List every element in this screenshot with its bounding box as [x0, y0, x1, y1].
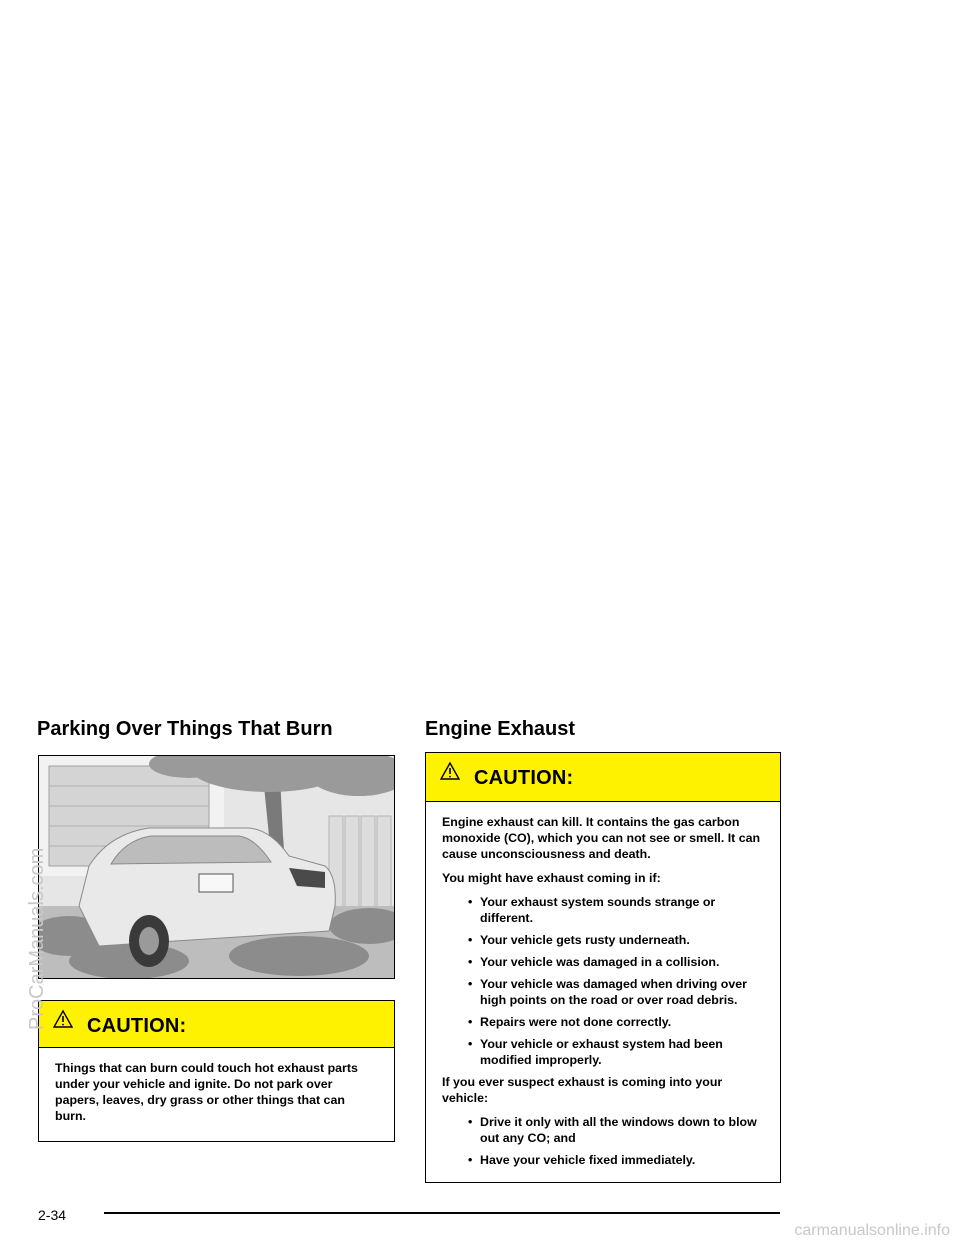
caution-text: Things that can burn could touch hot exhaust parts under your vehicle and ignite. Do not park over papers, leaves, dry grass or other things that can burn.: [55, 1061, 358, 1123]
caution-paragraph: If you ever suspect exhaust is coming into your vehicle:: [442, 1075, 723, 1105]
caution-paragraph: Engine exhaust can kill. It contains the gas carbon monoxide (CO), which you can not see or smell. It can cause unconsciousness and death.: [442, 815, 761, 861]
car-parked-over-leaves-illustration: [38, 755, 395, 979]
caution-header: [39, 1001, 394, 1048]
caution-label: CAUTION:: [87, 1015, 187, 1037]
caution-body: [426, 802, 780, 1168]
warning-triangle-icon: [53, 1009, 73, 1029]
footer-rule: [104, 1212, 780, 1214]
side-watermark: ProCarManuals.com: [26, 847, 48, 1030]
list-item: • Your vehicle was damaged when driving over high points on the road or over road debris.: [468, 976, 764, 1008]
caution-header: [426, 753, 780, 802]
caution-label: CAUTION:: [474, 767, 574, 789]
list-item: • Your vehicle gets rusty underneath.: [468, 932, 764, 948]
section-heading-engine-exhaust: Engine Exhaust: [425, 718, 576, 740]
bottom-watermark: carmanualsonline.info: [794, 1222, 950, 1239]
list-item: • Your exhaust system sounds strange or different.: [468, 894, 764, 926]
list-item: • Drive it only with all the windows down to blow out any CO; and: [468, 1114, 764, 1146]
list-item: • Your vehicle was damaged in a collision.: [468, 954, 764, 970]
list-item: • Repairs were not done correctly.: [468, 1014, 764, 1030]
list-item: • Your vehicle or exhaust system had been modified improperly.: [468, 1036, 764, 1068]
exhaust-actions-list: [442, 1114, 764, 1168]
section-heading-parking: Parking Over Things That Burn: [37, 718, 333, 740]
caution-paragraph: You might have exhaust coming in if:: [442, 871, 661, 885]
list-item: • Have your vehicle fixed immediately.: [468, 1152, 764, 1168]
warning-triangle-icon: [440, 761, 460, 781]
caution-box-engine-exhaust: [425, 752, 781, 1183]
caution-box-parking: [38, 1000, 395, 1142]
caution-body: [39, 1048, 394, 1124]
page-number: 2-34: [38, 1207, 67, 1223]
exhaust-signs-list: [442, 894, 764, 1068]
